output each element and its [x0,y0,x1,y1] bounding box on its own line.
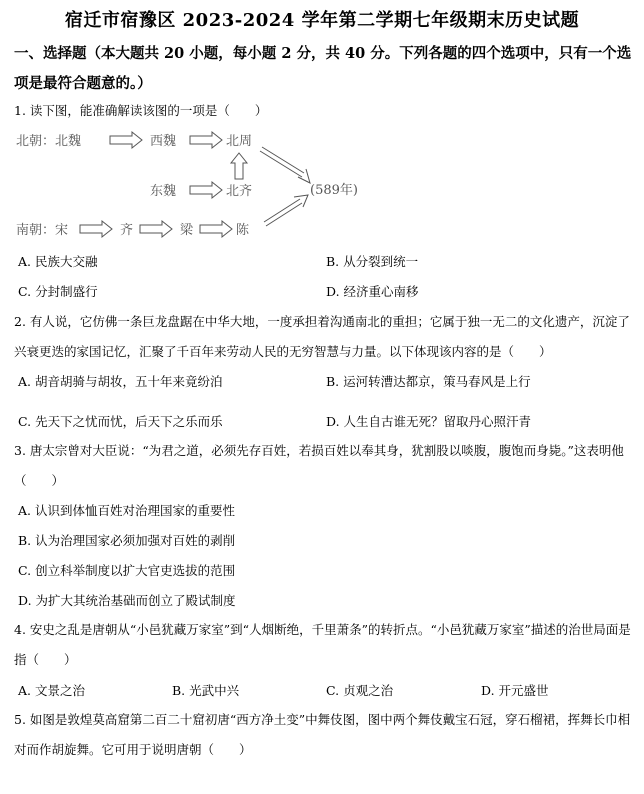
arrow-icon [110,132,142,148]
q4-option-a: A. 文景之治 [18,683,85,698]
page-title: 宿迁市宿豫区 2023-2024 学年第二学期七年级期末历史试题 [64,10,580,31]
arrow-up-icon [231,153,247,179]
dynasty-diagram [12,127,372,242]
dongwei-label: 东魏 [150,184,177,199]
question-5-stem: 5. 如图是敦煌莫高窟第二百二十窟初唐“西方净土变”中舞伎图，图中两个舞伎戴宝石冠，穿石榴裙，挥舞长巾相对而作胡旋舞。它可用于说明唐朝（ ） [14,712,631,757]
q2-option-b: B. 运河转漕达都京，策马春风是上行 [326,374,531,389]
arrow-icon [200,221,232,237]
q4-option-d: D. 开元盛世 [481,683,549,698]
chen-label: 陈 [236,223,250,238]
q3-option-d: D. 为扩大其统治基础而创立了殿试制度 [18,593,236,608]
beiqi-label: 北齐 [226,184,253,199]
q3-option-b: B. 认为治理国家必须加强对百姓的剥削 [18,533,236,548]
qi-label: 齐 [120,223,134,238]
arrow-diagonal-icon [260,147,310,226]
question-1-stem: 1. 读下图，能准确解读该图的一项是（ ） [14,103,268,118]
south-label: 南朝：宋 [16,223,69,238]
q1-option-d: D. 经济重心南移 [326,284,419,299]
q3-option-a: A. 认识到体恤百姓对治理国家的重要性 [18,503,235,518]
section-heading: 一、选择题（本大题共 20 小题，每小题 2 分，共 40 分。下列各题的四个选项中，只有一个选项是最符合题意的。） [14,45,632,92]
q2-option-a: A. 胡音胡骑与胡妆，五十年来竟纷泊 [18,374,223,389]
year-label: (589年) [310,183,358,198]
q1-option-c: C. 分封制盛行 [18,284,98,299]
north-label: 北朝：北魏 [16,134,82,149]
question-4-stem: 4. 安史之乱是唐朝从“小邑犹藏万家室”到“人烟断绝，千里萧条”的转折点。“小邑犹藏万家室”描述的治世局面是指（ ） [14,622,631,667]
q2-option-c: C. 先天下之忧而忧，后天下之乐而乐 [18,414,223,429]
xiwei-label: 西魏 [150,134,177,149]
q1-option-b: B. 从分裂到统一 [326,254,419,269]
q4-option-c: C. 贞观之治 [326,683,394,698]
arrow-icon [190,132,222,148]
question-2-stem: 2. 有人说，它仿佛一条巨龙盘踞在中华大地，一度承担着沟通南北的重担；它属于独一无二的文化遗产，沉淀了兴衰更迭的家国记忆，汇聚了千百年来劳动人民的无穷智慧与力量。以下体现该内容的是（ ） [14,314,630,359]
arrow-icon [190,182,222,198]
q1-option-a: A. 民族大交融 [18,254,98,269]
q3-option-c: C. 创立科举制度以扩大官吏选拔的范围 [18,563,236,578]
beizhou-label: 北周 [226,134,253,149]
q2-option-d: D. 人生自古谁无死？留取丹心照汗青 [326,414,532,429]
arrow-icon [140,221,172,237]
question-3-stem: 3. 唐太宗曾对大臣说：“为君之道，必须先存百姓，若损百姓以奉其身，犹割股以啖腹，腹饱而身毙。”这表明他（ ） [14,443,624,488]
q4-option-b: B. 光武中兴 [172,683,240,698]
arrow-icon [80,221,112,237]
liang-label: 梁 [180,223,194,238]
